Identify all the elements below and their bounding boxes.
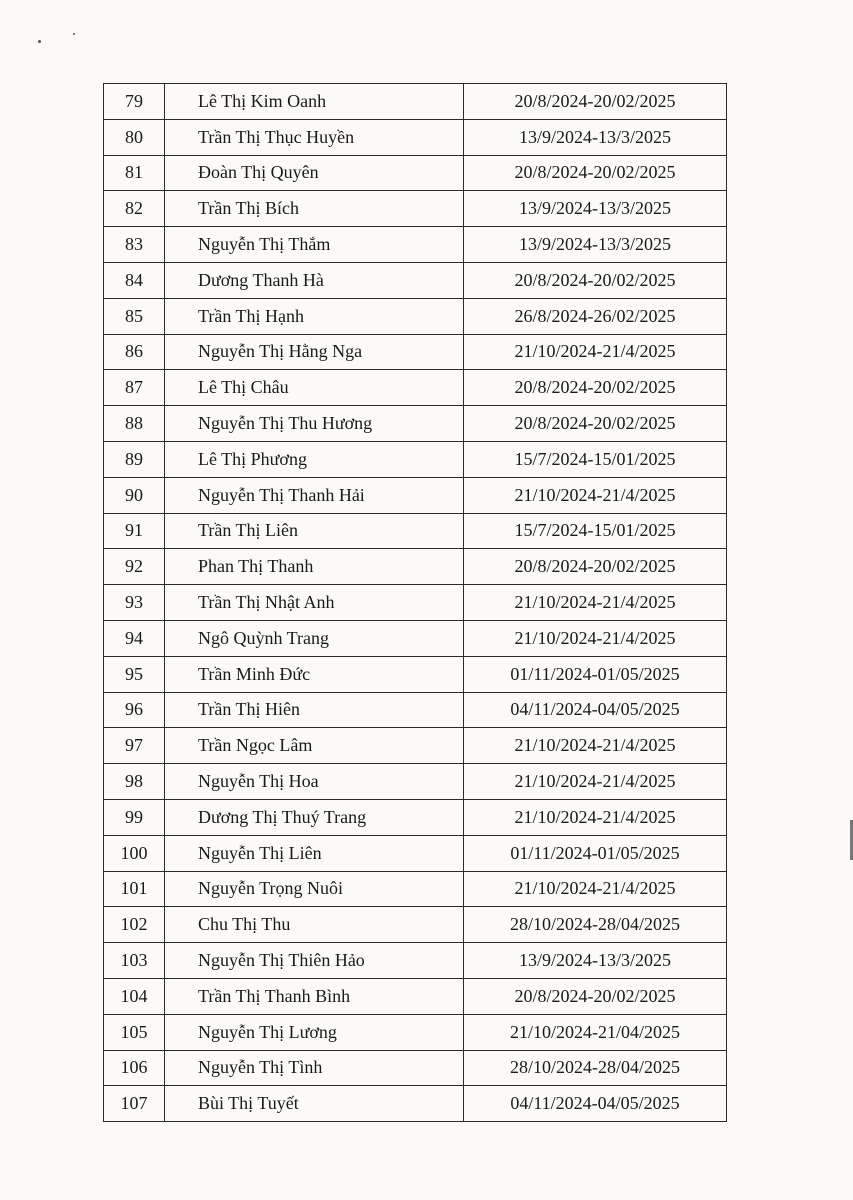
date-period: 26/8/2024-26/02/2025 [464,298,727,334]
row-number: 100 [104,835,165,871]
person-name: Ngô Quỳnh Trang [165,620,464,656]
row-number: 87 [104,370,165,406]
date-period: 13/9/2024-13/3/2025 [464,119,727,155]
table-row [104,227,727,263]
date-period: 13/9/2024-13/3/2025 [464,227,727,263]
table-row [104,406,727,442]
table-row [104,262,727,298]
row-number: 85 [104,298,165,334]
date-period: 13/9/2024-13/3/2025 [464,191,727,227]
table-row [104,441,727,477]
person-name: Lê Thị Kim Oanh [165,84,464,120]
row-number: 89 [104,441,165,477]
person-name: Trần Thị Hiên [165,692,464,728]
table-row [104,978,727,1014]
document-table-container [103,83,726,1122]
table-row [104,370,727,406]
row-number: 94 [104,620,165,656]
date-period: 21/10/2024-21/4/2025 [464,585,727,621]
person-name: Nguyễn Thị Thanh Hải [165,477,464,513]
table-row [104,513,727,549]
date-period: 04/11/2024-04/05/2025 [464,692,727,728]
table-row [104,835,727,871]
table-row [104,656,727,692]
recipient-table [103,83,727,1122]
date-period: 21/10/2024-21/4/2025 [464,620,727,656]
table-row [104,1014,727,1050]
row-number: 95 [104,656,165,692]
table-row [104,1050,727,1086]
date-period: 13/9/2024-13/3/2025 [464,943,727,979]
person-name: Trần Minh Đức [165,656,464,692]
person-name: Trần Thị Bích [165,191,464,227]
row-number: 107 [104,1086,165,1122]
person-name: Đoàn Thị Quyên [165,155,464,191]
scan-speck [38,40,41,43]
person-name: Lê Thị Phương [165,441,464,477]
date-period: 20/8/2024-20/02/2025 [464,370,727,406]
date-period: 01/11/2024-01/05/2025 [464,835,727,871]
row-number: 79 [104,84,165,120]
date-period: 01/11/2024-01/05/2025 [464,656,727,692]
row-number: 81 [104,155,165,191]
table-row [104,84,727,120]
person-name: Nguyễn Thị Thiên Hảo [165,943,464,979]
date-period: 20/8/2024-20/02/2025 [464,406,727,442]
person-name: Trần Thị Hạnh [165,298,464,334]
row-number: 83 [104,227,165,263]
row-number: 101 [104,871,165,907]
person-name: Trần Thị Thục Huyền [165,119,464,155]
person-name: Nguyễn Trọng Nuôi [165,871,464,907]
date-period: 21/10/2024-21/4/2025 [464,334,727,370]
person-name: Nguyễn Thị Thắm [165,227,464,263]
person-name: Dương Thanh Hà [165,262,464,298]
row-number: 84 [104,262,165,298]
person-name: Bùi Thị Tuyết [165,1086,464,1122]
row-number: 92 [104,549,165,585]
table-row [104,191,727,227]
row-number: 99 [104,799,165,835]
table-row [104,907,727,943]
table-row [104,477,727,513]
date-period: 28/10/2024-28/04/2025 [464,907,727,943]
row-number: 102 [104,907,165,943]
table-row [104,549,727,585]
person-name: Nguyễn Thị Hoa [165,764,464,800]
date-period: 15/7/2024-15/01/2025 [464,513,727,549]
table-row [104,334,727,370]
scan-speck [73,33,75,35]
table-row [104,585,727,621]
row-number: 93 [104,585,165,621]
date-period: 21/10/2024-21/4/2025 [464,764,727,800]
table-row [104,119,727,155]
date-period: 21/10/2024-21/4/2025 [464,799,727,835]
row-number: 106 [104,1050,165,1086]
person-name: Nguyễn Thị Tình [165,1050,464,1086]
row-number: 97 [104,728,165,764]
row-number: 91 [104,513,165,549]
table-row [104,298,727,334]
date-period: 20/8/2024-20/02/2025 [464,549,727,585]
row-number: 86 [104,334,165,370]
table-row [104,799,727,835]
table-row [104,1086,727,1122]
table-row [104,943,727,979]
table-row [104,155,727,191]
date-period: 04/11/2024-04/05/2025 [464,1086,727,1122]
person-name: Trần Thị Thanh Bình [165,978,464,1014]
person-name: Trần Thị Nhật Anh [165,585,464,621]
date-period: 20/8/2024-20/02/2025 [464,84,727,120]
row-number: 82 [104,191,165,227]
row-number: 80 [104,119,165,155]
date-period: 20/8/2024-20/02/2025 [464,155,727,191]
date-period: 21/10/2024-21/4/2025 [464,871,727,907]
row-number: 104 [104,978,165,1014]
date-period: 20/8/2024-20/02/2025 [464,262,727,298]
table-row [104,764,727,800]
row-number: 90 [104,477,165,513]
table-row [104,728,727,764]
person-name: Dương Thị Thuý Trang [165,799,464,835]
date-period: 21/10/2024-21/4/2025 [464,728,727,764]
row-number: 103 [104,943,165,979]
row-number: 105 [104,1014,165,1050]
table-row [104,692,727,728]
table-body [104,84,727,1122]
person-name: Nguyễn Thị Hằng Nga [165,334,464,370]
person-name: Phan Thị Thanh [165,549,464,585]
person-name: Nguyễn Thị Liên [165,835,464,871]
person-name: Chu Thị Thu [165,907,464,943]
person-name: Nguyễn Thị Thu Hương [165,406,464,442]
date-period: 28/10/2024-28/04/2025 [464,1050,727,1086]
person-name: Nguyễn Thị Lương [165,1014,464,1050]
row-number: 96 [104,692,165,728]
date-period: 20/8/2024-20/02/2025 [464,978,727,1014]
row-number: 98 [104,764,165,800]
date-period: 21/10/2024-21/4/2025 [464,477,727,513]
date-period: 21/10/2024-21/04/2025 [464,1014,727,1050]
person-name: Lê Thị Châu [165,370,464,406]
person-name: Trần Thị Liên [165,513,464,549]
table-row [104,620,727,656]
row-number: 88 [104,406,165,442]
table-row [104,871,727,907]
person-name: Trần Ngọc Lâm [165,728,464,764]
date-period: 15/7/2024-15/01/2025 [464,441,727,477]
